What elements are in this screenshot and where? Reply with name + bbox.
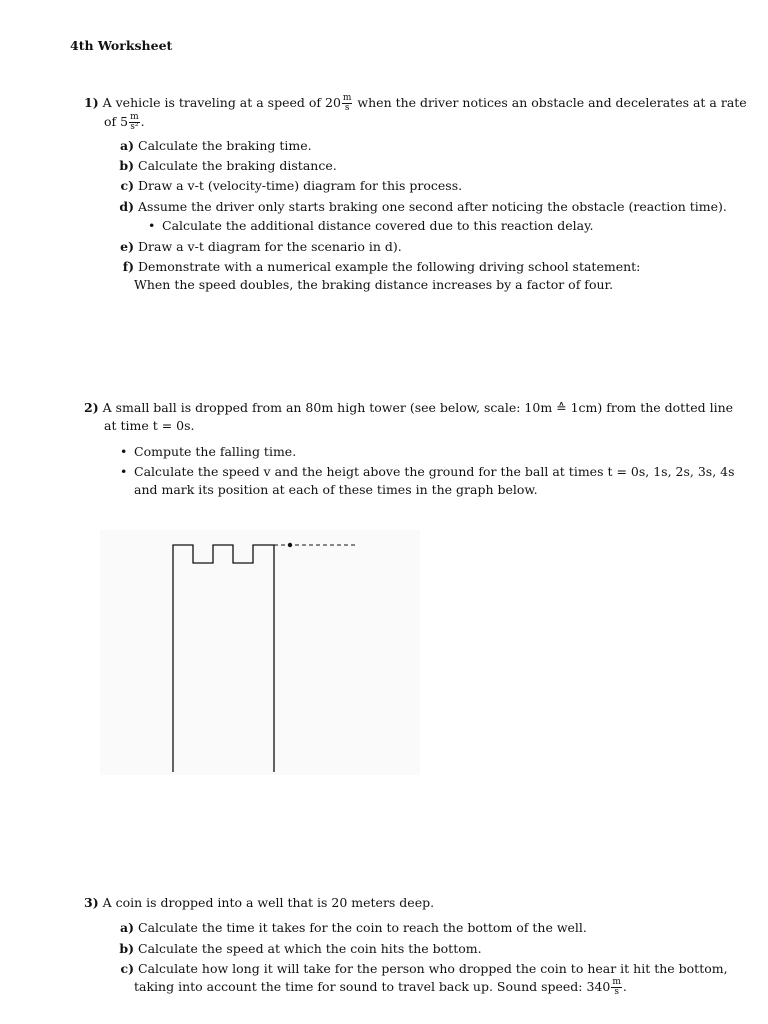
q2-bullet-1: • Compute the falling time. xyxy=(120,444,297,459)
unit-m-per-s: $\frac{m}{s}$ xyxy=(342,93,352,113)
unit-m-per-s: $\frac{m}{s}$ xyxy=(612,977,621,997)
q1-intro-text-d: . xyxy=(140,114,145,129)
q3-item-b: b) Calculate the speed at which the coin hits the bottom. xyxy=(119,941,482,956)
diagram-background xyxy=(100,530,420,775)
q1-intro-text-b: when the driver notices an obstacle and decelerates at a rate xyxy=(353,95,747,110)
q2-intro-text: A small ball is dropped from an 80m high tower (see below, scale: 10m ≙ 1cm) from the dotted line xyxy=(102,400,734,415)
q3-intro-text: A coin is dropped into a well that is 20 meters deep. xyxy=(102,895,435,910)
q3-item-c: c) Calculate how long it will take for the person who dropped the coin to hear it hit the bottom, xyxy=(120,961,728,976)
q1-intro-text-a: A vehicle is traveling at a speed of 20 xyxy=(102,95,341,110)
tower-diagram xyxy=(100,530,430,780)
q3-item-a: a) Calculate the time it takes for the coin to reach the bottom of the well. xyxy=(119,920,587,935)
q2-intro xyxy=(84,399,733,417)
q1-item-e: e) Draw a v-t diagram for the scenario in d). xyxy=(120,239,402,254)
q1-number: 1) xyxy=(84,95,99,110)
q1-item-f: f) Demonstrate with a numerical example the following driving school statement: xyxy=(122,259,641,274)
ball-marker xyxy=(288,543,292,547)
q3-item-c-cont: taking into account the time for sound to travel back up. Sound speed: 340 $\frac{m}{s}$ . xyxy=(134,977,627,997)
q1-intro-text-c: of 5 xyxy=(104,114,129,129)
q1-item-f-statement: When the speed doubles, the braking distance increases by a factor of four. xyxy=(134,277,614,292)
q2-bullet-2-cont: and mark its position at each of these times in the graph below. xyxy=(134,482,538,497)
q2-number: 2) xyxy=(84,400,99,415)
q1-item-d: d) Assume the driver only starts braking one second after noticing the obstacle (reaction time). xyxy=(119,199,727,214)
q2-bullet-2: • Calculate the speed v and the heigt above the ground for the ball at times t = 0s, 1s, 2s, 3s, 4s xyxy=(120,464,735,479)
unit-m-per-s2: $\frac{m}{\text{s²}}$ xyxy=(130,112,139,132)
q1-intro-line2 xyxy=(104,113,145,132)
q2-intro-line2: at time t = 0s. xyxy=(104,418,195,433)
q1-item-a: a) Calculate the braking time. xyxy=(119,138,312,153)
q1-item-b: b) Calculate the braking distance. xyxy=(119,158,337,173)
worksheet-title: 4th Worksheet xyxy=(70,38,173,53)
q3-number: 3) xyxy=(84,895,99,910)
q3-intro xyxy=(84,894,434,912)
q1-item-c: c) Draw a v-t (velocity-time) diagram for this process. xyxy=(120,178,463,193)
q1-intro xyxy=(84,94,747,113)
q1-item-d-bullet: • Calculate the additional distance covered due to this reaction delay. xyxy=(148,218,594,233)
